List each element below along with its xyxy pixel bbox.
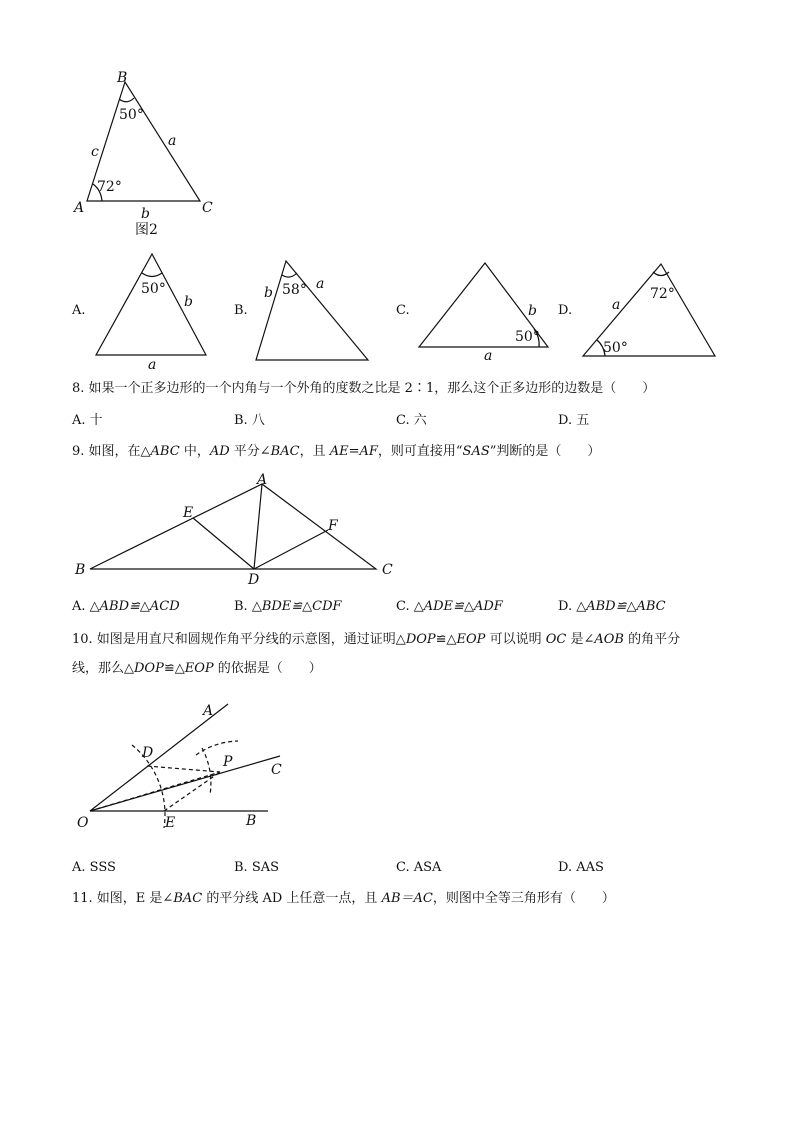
option-a-angle: 50° xyxy=(141,281,166,297)
option-c-side-b: b xyxy=(528,303,537,319)
question-10-line-1: 10. 如图是用直尺和圆规作角平分线的示意图，通过证明△DOP≌△EOP 可以说明 OC 是∠AOB 的角平分 xyxy=(72,632,681,647)
q10-label-a: A xyxy=(203,703,214,719)
angle-b-arc xyxy=(119,98,134,102)
option-c-figure xyxy=(412,255,557,365)
q8-option-d[interactable]: D. 五 xyxy=(558,413,590,428)
option-b-angle: 58° xyxy=(282,282,307,298)
q10-option-b[interactable]: B. SAS xyxy=(234,860,280,875)
label-a-vertex: A xyxy=(74,200,85,216)
question-11: 11. 如图，E 是∠BAC 的平分线 AD 上任意一点，且 AB＝AC，则图中全等三角形有（ ） xyxy=(72,891,615,906)
q9-label-c: C xyxy=(382,562,393,578)
option-a-side-b: b xyxy=(184,294,193,310)
q10-label-p: P xyxy=(223,754,233,770)
option-c-letter[interactable]: C. xyxy=(396,303,410,318)
option-a-letter[interactable]: A. xyxy=(72,303,86,318)
q8-option-a[interactable]: A. 十 xyxy=(72,413,103,428)
label-c-vertex: C xyxy=(202,200,213,216)
option-b-figure xyxy=(250,255,380,370)
question-10-line-2: 线，那么△DOP≌△EOP 的依据是（ ） xyxy=(72,661,322,676)
q9-label-d: D xyxy=(248,572,260,588)
q9-option-d[interactable]: D. △ABD≌△ABC xyxy=(558,599,666,614)
label-side-c: c xyxy=(91,144,99,160)
angle-a-value: 72° xyxy=(97,179,122,195)
q9-option-a[interactable]: A. △ABD≌△ACD xyxy=(72,599,180,614)
label-side-a: a xyxy=(168,133,177,149)
q8-option-c[interactable]: C. 六 xyxy=(396,413,427,428)
q9-label-e: E xyxy=(183,505,194,521)
q10-label-c: C xyxy=(271,762,282,778)
q9-label-f: F xyxy=(328,518,338,534)
option-d-angle-top: 72° xyxy=(650,286,675,302)
arc-from-d xyxy=(202,748,211,795)
q9-option-b[interactable]: B. △BDE≌△CDF xyxy=(234,599,342,614)
q10-label-d: D xyxy=(142,745,154,761)
q10-figure xyxy=(70,695,300,835)
option-d-angle-left: 50° xyxy=(603,340,628,356)
option-a-side-a: a xyxy=(148,357,157,373)
q10-option-d[interactable]: D. AAS xyxy=(558,860,604,875)
question-9: 9. 如图，在△ABC 中，AD 平分∠BAC，且 AE=AF，则可直接用“SAS”判断的是（ ） xyxy=(72,444,601,459)
question-8: 8. 如果一个正多边形的一个内角与一个外角的度数之比是 2∶1，那么这个正多边形的边数是（ ） xyxy=(72,381,656,396)
q10-label-e: E xyxy=(165,815,176,831)
q9-label-a: A xyxy=(257,472,268,488)
option-b-side-a: a xyxy=(316,276,325,292)
q8-option-b[interactable]: B. 八 xyxy=(234,413,265,428)
option-b-letter[interactable]: B. xyxy=(234,303,248,318)
q10-label-b: B xyxy=(246,813,257,829)
option-d-figure xyxy=(578,258,723,363)
q9-figure xyxy=(70,470,410,590)
figure-2 xyxy=(60,60,260,245)
ray-oa xyxy=(90,704,228,811)
label-b-vertex: B xyxy=(117,70,128,86)
angle-b-value: 50° xyxy=(119,107,144,123)
figure-caption: 图2 xyxy=(135,222,158,238)
q10-label-o: O xyxy=(77,815,89,831)
q9-option-c[interactable]: C. △ADE≌△ADF xyxy=(396,599,503,614)
q10-option-c[interactable]: C. ASA xyxy=(396,860,442,875)
option-c-angle: 50° xyxy=(515,329,540,345)
option-a-figure xyxy=(90,248,220,373)
q9-label-b: B xyxy=(75,562,86,578)
option-d-letter[interactable]: D. xyxy=(558,303,573,318)
option-b-side-b: b xyxy=(264,285,273,301)
q10-option-a[interactable]: A. SSS xyxy=(72,860,116,875)
option-c-side-a: a xyxy=(484,348,493,364)
label-side-b: b xyxy=(141,206,150,222)
option-d-side-a: a xyxy=(612,297,621,313)
